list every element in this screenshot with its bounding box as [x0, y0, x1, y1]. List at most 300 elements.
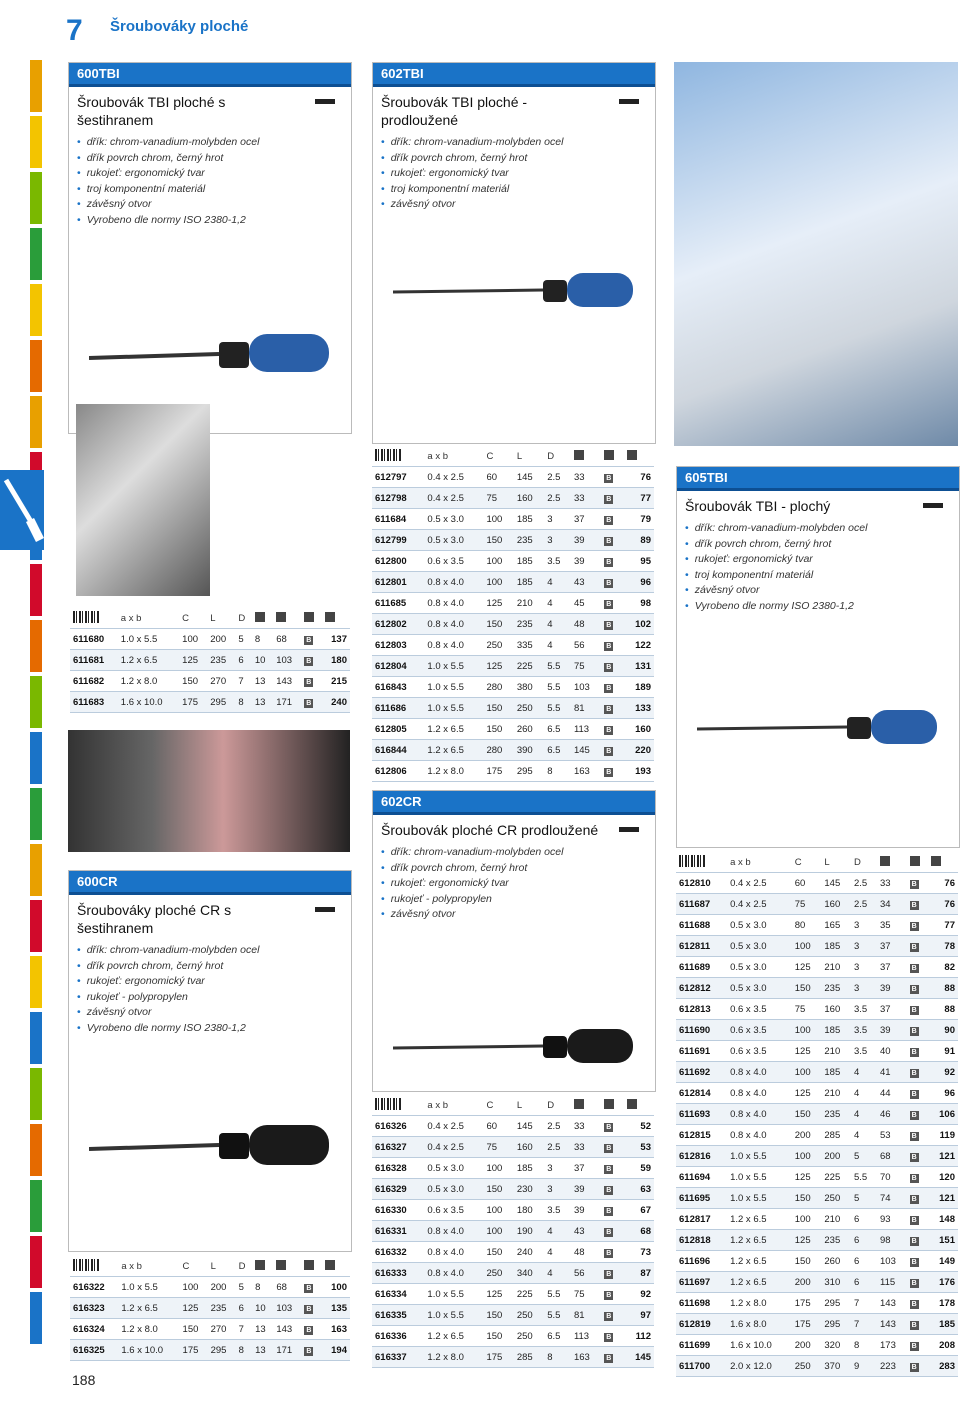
- table-cell: 8: [544, 761, 571, 782]
- table-cell: 4: [544, 1263, 571, 1284]
- product-title: Šroubováky ploché CR s šestihranem: [77, 902, 232, 936]
- table-row: [676, 1335, 958, 1356]
- table-cell: 210: [821, 1209, 851, 1230]
- table-row: [676, 1104, 958, 1125]
- table-cell: 225: [821, 1167, 851, 1188]
- table-cell: 3: [851, 978, 877, 999]
- product-box-600tbi: [68, 62, 352, 434]
- coins-icon: [931, 856, 941, 866]
- table-cell: 4: [851, 1104, 877, 1125]
- table-row: [676, 1188, 958, 1209]
- table-cell: 0.8 x 4.0: [424, 572, 483, 593]
- table-cell: 13: [252, 692, 273, 713]
- table-cell: 189: [624, 677, 654, 698]
- table-cell: 78: [928, 936, 958, 957]
- table-row: [676, 1083, 958, 1104]
- table-row: [676, 1041, 958, 1062]
- table-cell: 73: [624, 1242, 654, 1263]
- pack-icon: [304, 1260, 314, 1270]
- table-cell: 1.2 x 8.0: [118, 671, 179, 692]
- b-category-cell: [907, 1314, 929, 1335]
- feature-item: • dřík: chrom-vanadium-molybden ocel: [77, 943, 351, 959]
- table-cell: 143: [273, 671, 301, 692]
- b-category-cell: [601, 593, 623, 614]
- table-cell: 612800: [372, 551, 424, 572]
- table-cell: 612802: [372, 614, 424, 635]
- table-cell: 95: [624, 551, 654, 572]
- b-category-cell: [601, 467, 623, 488]
- table-cell: 112: [624, 1326, 654, 1347]
- table-cell: 6: [236, 1298, 253, 1319]
- b-category-cell: [907, 1188, 929, 1209]
- table-cell: 175: [792, 1314, 822, 1335]
- b-category-cell: [907, 1062, 929, 1083]
- feature-item: • závěsný otvor: [381, 907, 655, 923]
- table-cell: 100: [483, 572, 513, 593]
- table-cell: 1.2 x 6.5: [118, 650, 179, 671]
- col-d: D: [235, 608, 252, 629]
- col-c: C: [483, 1095, 513, 1116]
- b-category-badge: B: [606, 537, 612, 545]
- table-row: [676, 1293, 958, 1314]
- table-cell: 235: [821, 1104, 851, 1125]
- b-category-cell: [601, 614, 623, 635]
- table-row: [676, 1020, 958, 1041]
- table-cell: 200: [207, 629, 235, 650]
- table-cell: 1.2 x 6.5: [727, 1251, 792, 1272]
- table-cell: 612804: [372, 656, 424, 677]
- table-row: [372, 509, 654, 530]
- table-cell: 87: [624, 1263, 654, 1284]
- table-cell: 74: [877, 1188, 907, 1209]
- feature-item: • závěsný otvor: [685, 583, 959, 599]
- table-cell: 92: [928, 1062, 958, 1083]
- b-category-cell: [907, 1356, 929, 1377]
- b-category-badge: B: [606, 1270, 612, 1278]
- b-category-badge: B: [606, 747, 612, 755]
- table-cell: 3: [544, 1179, 571, 1200]
- table-row: [372, 1137, 654, 1158]
- chapter-number: 7: [66, 14, 83, 47]
- table-cell: 185: [514, 572, 544, 593]
- table-cell: 125: [792, 1230, 822, 1251]
- product-box-600cr: [68, 870, 352, 1252]
- b-category-badge: B: [911, 1321, 917, 1329]
- table-cell: 53: [624, 1137, 654, 1158]
- table-cell: 75: [571, 656, 601, 677]
- table-cell: 150: [483, 1179, 513, 1200]
- b-category-badge: B: [306, 636, 312, 644]
- b-category-badge: B: [606, 1228, 612, 1236]
- table-cell: 165: [821, 915, 851, 936]
- table-cell: 100: [483, 509, 513, 530]
- flat-tip-icon: [923, 503, 943, 508]
- table-cell: 612798: [372, 488, 424, 509]
- table-row: [676, 1146, 958, 1167]
- table-cell: 88: [928, 978, 958, 999]
- table-cell: 39: [571, 551, 601, 572]
- b-category-badge: B: [306, 678, 312, 686]
- table-cell: 75: [792, 894, 822, 915]
- table-cell: 1.0 x 5.5: [424, 1305, 483, 1326]
- b-category-badge: B: [911, 1342, 917, 1350]
- table-cell: 2.0 x 12.0: [727, 1356, 792, 1377]
- table-cell: 160: [514, 1137, 544, 1158]
- table-cell: 2.5: [851, 873, 877, 894]
- table-cell: 612812: [676, 978, 727, 999]
- table-row: [372, 1284, 654, 1305]
- table-cell: 295: [208, 1340, 236, 1361]
- feature-item: • rukojeť: ergonomický tvar: [381, 166, 655, 182]
- table-cell: 611700: [676, 1356, 727, 1377]
- table-cell: 223: [877, 1356, 907, 1377]
- table-cell: 210: [821, 1041, 851, 1062]
- table-row: [372, 614, 654, 635]
- table-cell: 102: [624, 614, 654, 635]
- table-cell: 41: [877, 1062, 907, 1083]
- table-cell: 611693: [676, 1104, 727, 1125]
- table-cell: 6: [851, 1272, 877, 1293]
- b-category-badge: B: [911, 1153, 917, 1161]
- col-c: C: [792, 852, 822, 873]
- table-cell: 106: [928, 1104, 958, 1125]
- table-cell: 133: [624, 698, 654, 719]
- table-cell: 173: [877, 1335, 907, 1356]
- b-category-cell: [601, 1284, 623, 1305]
- b-category-cell: [907, 1104, 929, 1125]
- table-cell: 240: [514, 1242, 544, 1263]
- table-row: [676, 1230, 958, 1251]
- table-cell: 260: [821, 1251, 851, 1272]
- table-cell: 295: [821, 1293, 851, 1314]
- table-cell: 175: [179, 692, 207, 713]
- table-cell: 185: [514, 1158, 544, 1179]
- table-cell: 612801: [372, 572, 424, 593]
- b-category-cell: [601, 635, 623, 656]
- table-cell: 150: [483, 1242, 513, 1263]
- feature-item: • dřík povrch chrom, černý hrot: [77, 151, 351, 167]
- table-cell: 0.4 x 2.5: [424, 488, 483, 509]
- table-cell: 8: [544, 1347, 571, 1368]
- b-category-cell: [907, 1209, 929, 1230]
- table-cell: 611689: [676, 957, 727, 978]
- table-row: [676, 1125, 958, 1146]
- b-category-badge: B: [606, 1123, 612, 1131]
- table-cell: 52: [624, 1116, 654, 1137]
- table-cell: 100: [322, 1277, 350, 1298]
- b-category-badge: B: [606, 1249, 612, 1257]
- b-category-cell: [601, 1242, 623, 1263]
- table-row: [372, 740, 654, 761]
- table-cell: 611683: [70, 692, 118, 713]
- table-cell: 6.5: [544, 1326, 571, 1347]
- table-cell: 171: [273, 692, 301, 713]
- table-row: [372, 1326, 654, 1347]
- table-row: [70, 1319, 350, 1340]
- table-row: [372, 677, 654, 698]
- b-category-cell: [301, 1277, 322, 1298]
- feature-list: [685, 521, 959, 614]
- table-row: [372, 698, 654, 719]
- b-category-badge: B: [606, 1291, 612, 1299]
- b-category-badge: B: [911, 1258, 917, 1266]
- table-cell: 1.0 x 5.5: [727, 1188, 792, 1209]
- table-cell: 612813: [676, 999, 727, 1020]
- table-cell: 0.4 x 2.5: [424, 467, 483, 488]
- b-category-cell: [601, 530, 623, 551]
- b-category-badge: B: [606, 1207, 612, 1215]
- table-cell: 143: [877, 1314, 907, 1335]
- table-cell: 250: [514, 1326, 544, 1347]
- table-cell: 200: [208, 1277, 236, 1298]
- table-cell: 3.5: [851, 1041, 877, 1062]
- table-cell: 1.2 x 6.5: [424, 740, 483, 761]
- feature-item: • rukojeť: ergonomický tvar: [685, 552, 959, 568]
- table-cell: 56: [571, 635, 601, 656]
- table-cell: 113: [571, 719, 601, 740]
- col-axb: a x b: [118, 608, 179, 629]
- table-cell: 200: [821, 1146, 851, 1167]
- table-cell: 125: [792, 1083, 822, 1104]
- table-cell: 390: [514, 740, 544, 761]
- feature-item: • dřík: chrom-vanadium-molybden ocel: [77, 135, 351, 151]
- table-cell: 45: [571, 593, 601, 614]
- b-category-badge: B: [911, 1300, 917, 1308]
- table-cell: 150: [483, 530, 513, 551]
- col-l: L: [208, 1256, 236, 1277]
- table-cell: 185: [821, 936, 851, 957]
- table-row: [372, 1263, 654, 1284]
- table-cell: 8: [235, 692, 252, 713]
- table-cell: 103: [877, 1251, 907, 1272]
- table-cell: 3: [544, 509, 571, 530]
- table-row: [372, 1158, 654, 1179]
- table-cell: 611684: [372, 509, 424, 530]
- table-cell: 235: [514, 530, 544, 551]
- b-category-badge: B: [911, 943, 917, 951]
- table-cell: 0.5 x 3.0: [424, 509, 483, 530]
- table-cell: 611680: [70, 629, 118, 650]
- coins-icon: [627, 450, 637, 460]
- product-code: 600CR: [69, 871, 351, 895]
- table-cell: 76: [624, 467, 654, 488]
- table-cell: 0.8 x 4.0: [424, 1221, 483, 1242]
- table-cell: 611685: [372, 593, 424, 614]
- table-cell: 96: [624, 572, 654, 593]
- table-cell: 5.5: [544, 677, 571, 698]
- table-cell: 611687: [676, 894, 727, 915]
- table-cell: 2.5: [544, 1116, 571, 1137]
- b-category-badge: B: [606, 600, 612, 608]
- table-cell: 7: [851, 1314, 877, 1335]
- b-category-cell: [601, 1116, 623, 1137]
- table-row: [372, 551, 654, 572]
- feature-item: • dřík povrch chrom, černý hrot: [381, 151, 655, 167]
- table-row: [372, 530, 654, 551]
- table-cell: 171: [273, 1340, 301, 1361]
- table-cell: 5.5: [544, 1284, 571, 1305]
- b-category-cell: [301, 1319, 322, 1340]
- table-cell: 616843: [372, 677, 424, 698]
- table-cell: 1.0 x 5.5: [424, 677, 483, 698]
- table-cell: 63: [624, 1179, 654, 1200]
- table-cell: 100: [483, 1221, 513, 1242]
- feature-list: [77, 135, 351, 228]
- b-category-cell: [301, 650, 322, 671]
- b-category-cell: [601, 1347, 623, 1368]
- b-category-badge: B: [911, 922, 917, 930]
- table-cell: 194: [322, 1340, 350, 1361]
- b-category-cell: [301, 671, 322, 692]
- table-cell: 150: [483, 1326, 513, 1347]
- table-cell: 270: [207, 671, 235, 692]
- table-cell: 612811: [676, 936, 727, 957]
- table-cell: 5: [851, 1146, 877, 1167]
- table-cell: 611688: [676, 915, 727, 936]
- b-category-badge: B: [911, 1048, 917, 1056]
- table-cell: 175: [483, 1347, 513, 1368]
- table-cell: 616331: [372, 1221, 424, 1242]
- table-cell: 150: [792, 1251, 822, 1272]
- table-cell: 7: [851, 1293, 877, 1314]
- table-cell: 6: [235, 650, 252, 671]
- table-cell: 616337: [372, 1347, 424, 1368]
- table-cell: 0.5 x 3.0: [424, 530, 483, 551]
- table-cell: 612814: [676, 1083, 727, 1104]
- col-d: D: [851, 852, 877, 873]
- table-cell: 220: [624, 740, 654, 761]
- table-cell: 163: [322, 1319, 350, 1340]
- table-cell: 1.6 x 10.0: [727, 1335, 792, 1356]
- b-category-cell: [907, 1083, 929, 1104]
- b-category-cell: [301, 692, 322, 713]
- table-cell: 6.5: [544, 740, 571, 761]
- barcode-icon: [375, 449, 401, 461]
- table-cell: 175: [180, 1340, 208, 1361]
- table-cell: 616844: [372, 740, 424, 761]
- table-row: [372, 467, 654, 488]
- table-cell: 612819: [676, 1314, 727, 1335]
- b-category-badge: B: [606, 516, 612, 524]
- table-row: [372, 656, 654, 677]
- b-category-badge: B: [606, 684, 612, 692]
- table-cell: 100: [792, 1062, 822, 1083]
- page-title: Šroubováky ploché: [110, 18, 249, 35]
- b-category-badge: B: [606, 1165, 612, 1173]
- table-cell: 76: [928, 873, 958, 894]
- table-cell: 370: [821, 1356, 851, 1377]
- table-row: [70, 671, 350, 692]
- table-cell: 260: [514, 719, 544, 740]
- product-title: Šroubovák TBI ploché s šestihranem: [77, 94, 226, 128]
- table-cell: 37: [571, 509, 601, 530]
- table-cell: 210: [514, 593, 544, 614]
- b-category-cell: [601, 551, 623, 572]
- table-row: [372, 1116, 654, 1137]
- table-cell: 96: [928, 1083, 958, 1104]
- table-cell: 612797: [372, 467, 424, 488]
- table-cell: 0.8 x 4.0: [727, 1062, 792, 1083]
- table-cell: 1.0 x 5.5: [727, 1146, 792, 1167]
- table-cell: 611699: [676, 1335, 727, 1356]
- table-cell: 295: [207, 692, 235, 713]
- table-cell: 145: [821, 873, 851, 894]
- table-row: [676, 1251, 958, 1272]
- table-cell: 7: [235, 671, 252, 692]
- b-category-badge: B: [606, 621, 612, 629]
- table-cell: 340: [514, 1263, 544, 1284]
- table-cell: 616323: [70, 1298, 118, 1319]
- table-row: [70, 629, 350, 650]
- b-category-badge: B: [606, 474, 612, 482]
- table-cell: 145: [624, 1347, 654, 1368]
- table-row: [676, 936, 958, 957]
- table-cell: 0.5 x 3.0: [424, 1179, 483, 1200]
- table-row: [70, 1340, 350, 1361]
- b-category-badge: B: [606, 663, 612, 671]
- b-category-badge: B: [606, 705, 612, 713]
- screwdriver-image: [393, 1026, 633, 1066]
- feature-item: • závěsný otvor: [77, 197, 351, 213]
- table-cell: 34: [877, 894, 907, 915]
- table-cell: 612803: [372, 635, 424, 656]
- product-code: 602CR: [373, 791, 655, 815]
- table-cell: 7: [236, 1319, 253, 1340]
- table-cell: 190: [514, 1221, 544, 1242]
- table-cell: 250: [514, 1305, 544, 1326]
- table-cell: 145: [514, 1116, 544, 1137]
- table-cell: 3: [544, 1158, 571, 1179]
- table-cell: 100: [180, 1277, 208, 1298]
- feature-item: • Vyrobeno dle normy ISO 2380-1,2: [685, 599, 959, 615]
- table-cell: 1.2 x 6.5: [118, 1298, 179, 1319]
- page-number: 188: [72, 1372, 96, 1388]
- table-cell: 200: [792, 1272, 822, 1293]
- table-cell: 125: [792, 1167, 822, 1188]
- weight-icon: [574, 450, 584, 460]
- table-cell: 320: [821, 1335, 851, 1356]
- table-cell: 150: [483, 614, 513, 635]
- table-row: [372, 635, 654, 656]
- table-cell: 616335: [372, 1305, 424, 1326]
- table-cell: 5: [235, 629, 252, 650]
- col-l: L: [821, 852, 851, 873]
- table-cell: 3: [851, 957, 877, 978]
- table-cell: 121: [928, 1188, 958, 1209]
- table-cell: 0.5 x 3.0: [727, 936, 792, 957]
- b-category-badge: B: [911, 1111, 917, 1119]
- table-cell: 611697: [676, 1272, 727, 1293]
- table-cell: 611686: [372, 698, 424, 719]
- table-cell: 0.6 x 3.5: [727, 999, 792, 1020]
- table-row: [676, 894, 958, 915]
- table-cell: 4: [851, 1062, 877, 1083]
- table-cell: 616330: [372, 1200, 424, 1221]
- table-cell: 185: [514, 509, 544, 530]
- table-cell: 611694: [676, 1167, 727, 1188]
- table-602tbi: [372, 446, 654, 782]
- table-cell: 79: [624, 509, 654, 530]
- flat-tip-icon: [619, 827, 639, 832]
- table-cell: 612806: [372, 761, 424, 782]
- b-category-cell: [907, 1293, 929, 1314]
- table-cell: 150: [792, 1104, 822, 1125]
- table-cell: 0.5 x 3.0: [727, 978, 792, 999]
- table-cell: 143: [877, 1293, 907, 1314]
- table-cell: 0.8 x 4.0: [424, 614, 483, 635]
- table-cell: 98: [624, 593, 654, 614]
- product-box-602tbi: [372, 62, 656, 444]
